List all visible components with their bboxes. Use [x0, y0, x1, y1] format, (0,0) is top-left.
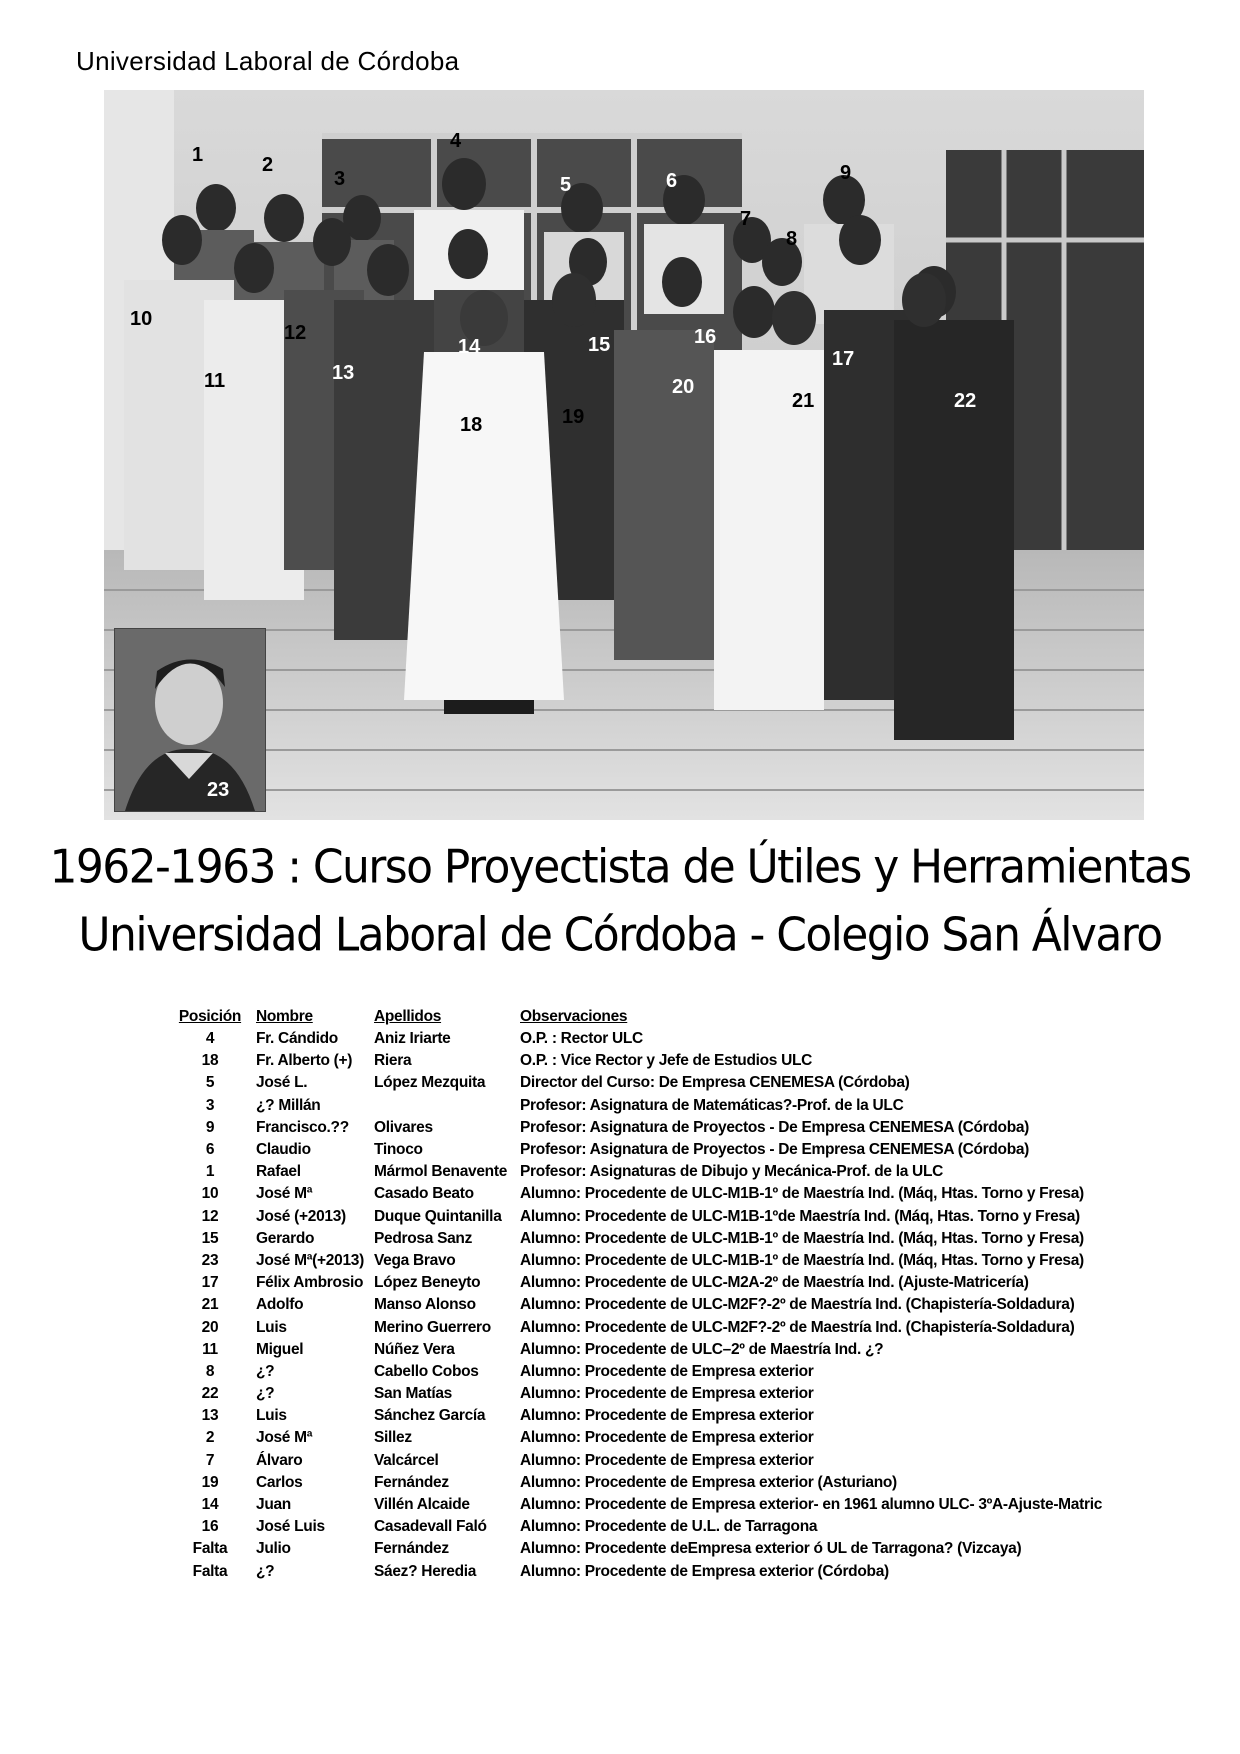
cell-observaciones: Profesor: Asignatura de Proyectos - De Empresa CENEMESA (Córdoba) [520, 1118, 1030, 1136]
cell-nombre: Félix Ambrosio [256, 1274, 364, 1292]
photo-label-13: 13 [332, 362, 355, 384]
header-observaciones: Observaciones [520, 1008, 628, 1025]
cell-observaciones: Alumno: Procedente de ULC-M2F?-2º de Maestría Ind. (Chapistería-Soldadura) [520, 1318, 1075, 1336]
table-row [170, 1405, 1108, 1427]
title-line-1: 1962-1963 : Curso Proyectista de Útiles y Herramientas [49, 840, 1191, 895]
roster-body [170, 1028, 1108, 1583]
cell-nombre: Fr. Alberto (+) [256, 1052, 353, 1070]
cell-observaciones: Alumno: Procedente de ULC-M2F?-2º de Maestría Ind. (Chapistería-Soldadura) [520, 1296, 1075, 1314]
cell-observaciones: Profesor: Asignaturas de Dibujo y Mecánica-Prof. de la ULC [520, 1163, 944, 1181]
photo-label-15: 15 [588, 334, 611, 356]
cell-observaciones: Alumno: Procedente de Empresa exterior [520, 1407, 814, 1425]
photo-label-17: 17 [832, 348, 855, 370]
photo-label-4: 4 [450, 130, 462, 152]
cell-apellidos: Sánchez García [374, 1407, 486, 1425]
table-row [170, 1250, 1108, 1272]
cell-observaciones: Alumno: Procedente de Empresa exterior [520, 1362, 814, 1380]
cell-observaciones: Alumno: Procedente de ULC–2º de Maestría Ind. ¿? [520, 1340, 884, 1358]
cell-posicion: 10 [201, 1185, 219, 1203]
cell-posicion: 14 [201, 1496, 219, 1514]
cell-posicion: 13 [201, 1407, 219, 1425]
cell-nombre: ¿? [256, 1385, 275, 1403]
cell-posicion: 16 [201, 1518, 219, 1536]
cell-nombre: Fr. Cándido [256, 1030, 338, 1048]
cell-observaciones: Alumno: Procedente de Empresa exterior [520, 1385, 814, 1403]
cell-posicion: 3 [205, 1096, 215, 1114]
cell-nombre: Juan [256, 1496, 291, 1514]
cell-observaciones: Profesor: Asignatura de Proyectos - De Empresa CENEMESA (Córdoba) [520, 1141, 1030, 1159]
cell-nombre: ¿? [256, 1362, 275, 1380]
cell-observaciones: O.P. : Vice Rector y Jefe de Estudios ULC [520, 1052, 813, 1070]
cell-apellidos: Vega Bravo [374, 1251, 456, 1269]
cell-posicion: 9 [205, 1118, 215, 1136]
table-row [170, 1072, 1108, 1094]
table-row [170, 1272, 1108, 1294]
photo-label-20: 20 [672, 376, 695, 398]
cell-nombre: Claudio [256, 1141, 311, 1159]
cell-apellidos: Casadevall Faló [374, 1518, 487, 1536]
table-row [170, 1117, 1108, 1139]
table-row [170, 1161, 1108, 1183]
cell-posicion: 7 [205, 1451, 215, 1469]
cell-posicion: 20 [201, 1318, 219, 1336]
cell-observaciones: Alumno: Procedente de Empresa exterior [520, 1451, 814, 1469]
cell-posicion: 18 [201, 1052, 219, 1070]
table-row [170, 1139, 1108, 1161]
photo-label-8: 8 [786, 228, 798, 250]
table-row [170, 1427, 1108, 1449]
cell-posicion: 1 [205, 1163, 215, 1181]
cell-observaciones: Alumno: Procedente de U.L. de Tarragona [520, 1518, 818, 1536]
cell-observaciones: Profesor: Asignatura de Matemáticas?-Prof. de la ULC [520, 1096, 904, 1114]
cell-posicion: 6 [205, 1141, 215, 1159]
cell-observaciones: Alumno: Procedente de ULC-M2A-2º de Maestría Ind. (Ajuste-Matricería) [520, 1274, 1029, 1292]
cell-apellidos: Fernández [374, 1540, 449, 1558]
cell-nombre: Miguel [256, 1340, 304, 1358]
cell-nombre: Rafael [256, 1163, 301, 1181]
cell-apellidos: Cabello Cobos [374, 1362, 479, 1380]
cell-apellidos: San Matías [374, 1385, 452, 1403]
table-row [170, 1206, 1108, 1228]
cell-posicion: 8 [205, 1362, 215, 1380]
photo-label-12: 12 [284, 322, 307, 344]
table-row [170, 1028, 1108, 1050]
cell-nombre: José Luis [256, 1518, 325, 1536]
cell-observaciones: Alumno: Procedente de ULC-M1B-1º de Maestría Ind. (Máq, Htas. Torno y Fresa) [520, 1185, 1084, 1203]
cell-apellidos: Merino Guerrero [374, 1318, 491, 1336]
cell-nombre: José (+2013) [256, 1207, 346, 1225]
table-row [170, 1361, 1108, 1383]
cell-apellidos: Manso Alonso [374, 1296, 476, 1314]
cell-apellidos: Núñez Vera [374, 1340, 455, 1358]
photo-label-1: 1 [192, 144, 204, 166]
cell-apellidos: Riera [374, 1052, 412, 1070]
cell-nombre: Gerardo [256, 1229, 315, 1247]
title-line-2: Universidad Laboral de Córdoba - Colegio San Álvaro [78, 908, 1162, 963]
table-row [170, 1561, 1108, 1583]
roster-header-row [170, 1006, 1108, 1028]
cell-observaciones: Alumno: Procedente de Empresa exterior- en 1961 alumno ULC- 3ºA-Ajuste-Matric [520, 1496, 1103, 1514]
photo-label-11: 11 [204, 370, 226, 392]
page-header: Universidad Laboral de Córdoba [76, 46, 460, 76]
photo-label-2: 2 [262, 154, 274, 176]
photo-label-14: 14 [458, 336, 481, 358]
table-row [170, 1228, 1108, 1250]
table-row [170, 1294, 1108, 1316]
photo-label-3: 3 [334, 168, 346, 190]
cell-observaciones: Alumno: Procedente de ULC-M1B-1º de Maestría Ind. (Máq, Htas. Torno y Fresa) [520, 1229, 1084, 1247]
cell-apellidos: Valcárcel [374, 1451, 439, 1469]
cell-posicion: 23 [201, 1251, 219, 1269]
photo-label-16: 16 [694, 326, 717, 348]
cell-observaciones: Alumno: Procedente de Empresa exterior (Asturiano) [520, 1473, 897, 1491]
cell-apellidos: Aniz Iriarte [374, 1030, 451, 1048]
cell-apellidos: Pedrosa Sanz [374, 1229, 473, 1247]
table-row [170, 1538, 1108, 1560]
cell-posicion: 15 [201, 1229, 219, 1247]
table-row [170, 1339, 1108, 1361]
group-photo [104, 90, 1144, 820]
cell-observaciones: Alumno: Procedente deEmpresa exterior ó UL de Tarragona? (Vizcaya) [520, 1540, 1022, 1558]
cell-apellidos: Fernández [374, 1473, 449, 1491]
cell-posicion: 4 [205, 1030, 215, 1048]
cell-posicion: 21 [201, 1296, 219, 1314]
cell-posicion: 19 [201, 1473, 219, 1491]
inset-portrait-drawing [115, 629, 265, 811]
cell-apellidos: López Mezquita [374, 1074, 486, 1092]
table-row [170, 1316, 1108, 1338]
photo-label-22: 22 [954, 390, 977, 412]
cell-posicion: 22 [201, 1385, 219, 1403]
cell-posicion: 5 [205, 1074, 215, 1092]
cell-observaciones: Director del Curso: De Empresa CENEMESA (Córdoba) [520, 1074, 910, 1092]
photo-label-5: 5 [560, 174, 572, 196]
cell-nombre: ¿? Millán [256, 1096, 321, 1114]
cell-posicion: 11 [202, 1340, 218, 1358]
cell-posicion: 2 [205, 1429, 215, 1447]
cell-nombre: Carlos [256, 1473, 303, 1491]
cell-nombre: ¿? [256, 1562, 275, 1580]
cell-nombre: José Mª [256, 1429, 313, 1447]
cell-apellidos: Villén Alcaide [374, 1496, 470, 1514]
cell-apellidos: López Beneyto [374, 1274, 481, 1292]
header-apellidos: Apellidos [374, 1008, 442, 1025]
cell-apellidos: Mármol Benavente [374, 1163, 508, 1181]
table-row [170, 1472, 1108, 1494]
header-posicion: Posición [178, 1008, 242, 1025]
cell-posicion: 17 [201, 1274, 219, 1292]
cell-posicion: Falta [192, 1562, 228, 1580]
photo-label-7: 7 [740, 208, 752, 230]
cell-apellidos: Sáez? Heredia [374, 1562, 477, 1580]
cell-apellidos: Duque Quintanilla [374, 1207, 502, 1225]
table-row [170, 1183, 1108, 1205]
inset-portrait [114, 628, 266, 812]
cell-nombre: José Mª [256, 1185, 313, 1203]
photo-label-19: 19 [562, 406, 585, 428]
photo-label-6: 6 [666, 170, 678, 192]
cell-nombre: Álvaro [256, 1451, 303, 1469]
table-row [170, 1095, 1108, 1117]
cell-observaciones: Alumno: Procedente de Empresa exterior [520, 1429, 814, 1447]
cell-nombre: José L. [256, 1074, 308, 1092]
cell-nombre: José Mª(+2013) [256, 1251, 364, 1269]
table-row [170, 1450, 1108, 1472]
cell-nombre: Luis [256, 1318, 287, 1336]
cell-observaciones: Alumno: Procedente de ULC-M1B-1ºde Maestría Ind. (Máq, Htas. Torno y Fresa) [520, 1207, 1080, 1225]
photo-label-21: 21 [792, 390, 815, 412]
cell-nombre: Francisco.?? [256, 1118, 349, 1136]
cell-nombre: Adolfo [256, 1296, 304, 1314]
roster-table [170, 1006, 1108, 1583]
cell-apellidos [374, 1095, 520, 1117]
cell-apellidos: Casado Beato [374, 1185, 474, 1203]
table-row [170, 1516, 1108, 1538]
table-row [170, 1050, 1108, 1072]
photo-label-10: 10 [130, 308, 153, 330]
table-row [170, 1494, 1108, 1516]
photo-label-18: 18 [460, 414, 483, 436]
cell-posicion: 12 [201, 1207, 219, 1225]
cell-observaciones: O.P. : Rector ULC [520, 1030, 643, 1048]
cell-observaciones: Alumno: Procedente de ULC-M1B-1º de Maestría Ind. (Máq, Htas. Torno y Fresa) [520, 1251, 1084, 1269]
cell-observaciones: Alumno: Procedente de Empresa exterior (Córdoba) [520, 1562, 889, 1580]
cell-apellidos: Olivares [374, 1118, 433, 1136]
photo-label-9: 9 [840, 162, 852, 184]
cell-nombre: Luis [256, 1407, 287, 1425]
cell-nombre: Julio [256, 1540, 291, 1558]
header-nombre: Nombre [256, 1008, 313, 1025]
cell-posicion: Falta [192, 1540, 228, 1558]
photo-label-23: 23 [207, 779, 230, 801]
cell-apellidos: Tinoco [374, 1141, 423, 1159]
cell-apellidos: Sillez [374, 1429, 412, 1447]
table-row [170, 1383, 1108, 1405]
